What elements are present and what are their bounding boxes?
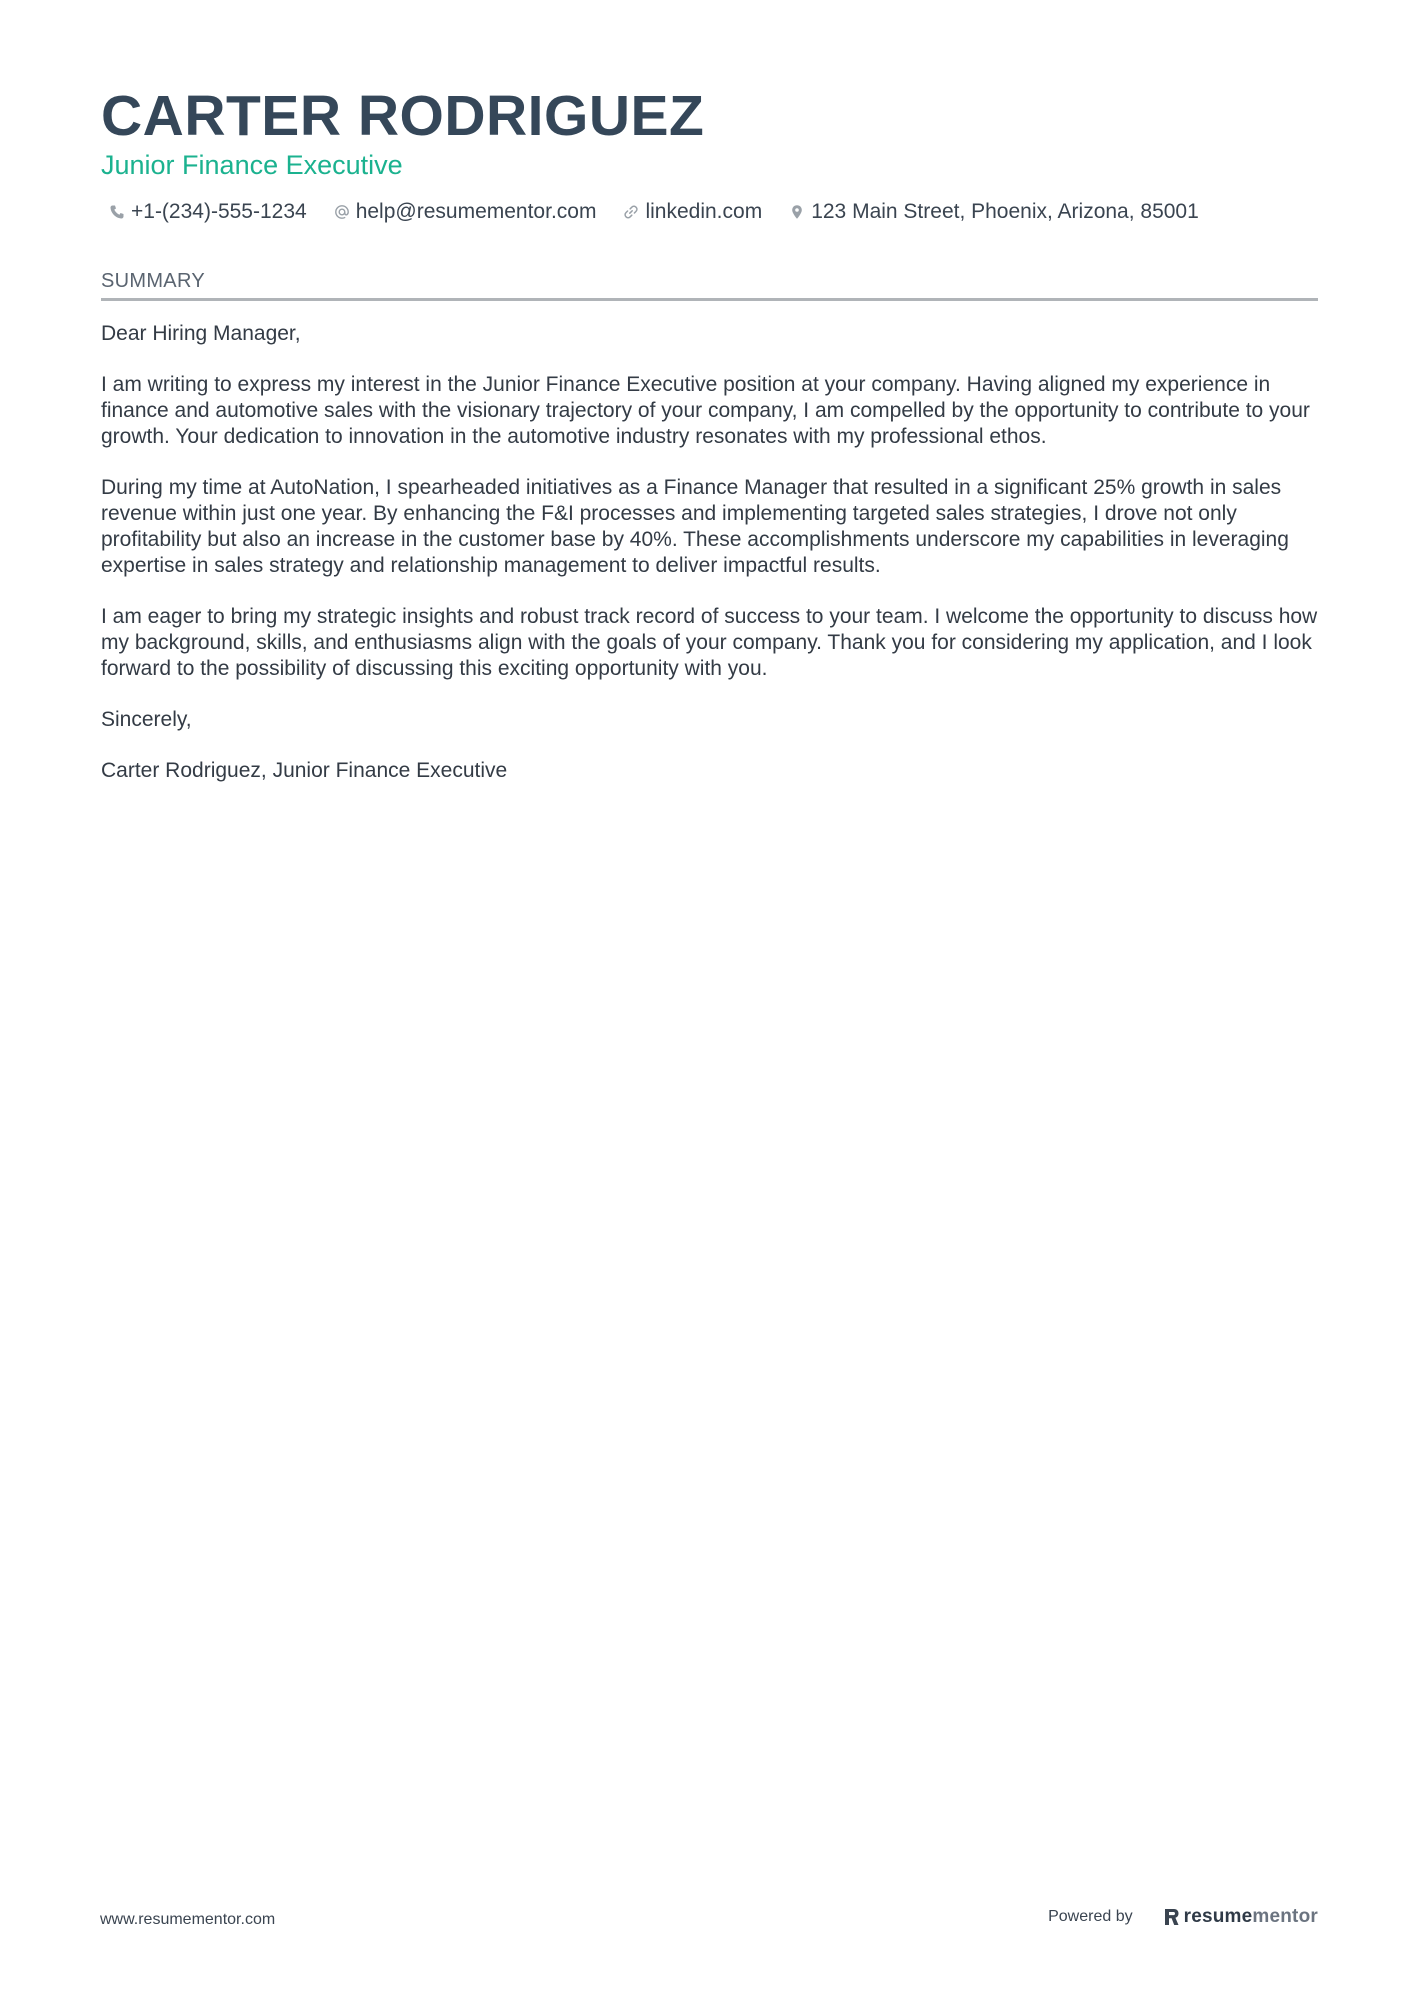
contact-email-text: help@resumementor.com: [355, 200, 597, 223]
contact-email: [334, 198, 597, 226]
phone-icon: [109, 204, 125, 220]
contact-address-text: 123 Main Street, Phoenix, Arizona, 85001: [811, 200, 1199, 223]
contact-bar: [101, 198, 1318, 226]
cover-letter-body: [101, 321, 1318, 784]
contact-phone: [109, 198, 307, 226]
contact-linkedin: [623, 198, 762, 226]
contact-linkedin-text: linkedin.com: [645, 200, 763, 223]
brand-logo[interactable]: [1163, 1906, 1318, 1928]
contact-address: [789, 198, 1199, 226]
resumementor-logo-icon: [1163, 1907, 1180, 1927]
letter-paragraph: During my time at AutoNation, I spearheaded initiatives as a Finance Manager that resulted in a significant 25% growth in sales revenue within just one year. By enhancing the F&I processes and implementing targeted sales strategies, I drove not only profitability but also an increase in the customer base by 40%. These accomplishments underscore my capabilities in leveraging expertise in sales strategy and relationship management to deliver impactful results.: [101, 476, 1289, 577]
letter-paragraph: I am eager to bring my strategic insights and robust track record of success to your team. I welcome the opportunity to discuss how my background, skills, and enthusiasms align with the goals of your company. Thank you for considering my application, and I look forward to the possibility of discussing this exciting opportunity with you.: [101, 605, 1318, 680]
footer-powered-by: [1048, 1906, 1318, 1928]
footer-website-link[interactable]: www.resumementor.com: [100, 1911, 276, 1928]
candidate-name: CARTER RODRIGUEZ: [101, 84, 705, 148]
document-page: [101, 84, 1318, 809]
job-title: Junior Finance Executive: [101, 150, 403, 180]
powered-by-label: Powered by: [1048, 1908, 1133, 1925]
letter-closing: Sincerely,: [101, 708, 192, 731]
letter-paragraph: I am writing to express my interest in the Junior Finance Executive position at your company. Having aligned my experience in finance and automotive sales with the visionary trajectory of your company, I am compelled by the opportunity to contribute to your growth. Your dedication to innovation in the automotive industry resonates with my professional ethos.: [101, 373, 1310, 448]
letter-signature: Carter Rodriguez, Junior Finance Executive: [101, 759, 508, 782]
link-icon: [623, 204, 639, 220]
contact-phone-text: +1-(234)-555-1234: [131, 200, 307, 223]
section-title-summary: SUMMARY: [101, 268, 1318, 301]
location-pin-icon: [789, 204, 805, 220]
brand-text-part1: resume: [1183, 1906, 1253, 1927]
letter-greeting: Dear Hiring Manager,: [101, 322, 301, 345]
brand-text-part2: mentor: [1252, 1906, 1318, 1927]
at-icon: [334, 204, 350, 220]
